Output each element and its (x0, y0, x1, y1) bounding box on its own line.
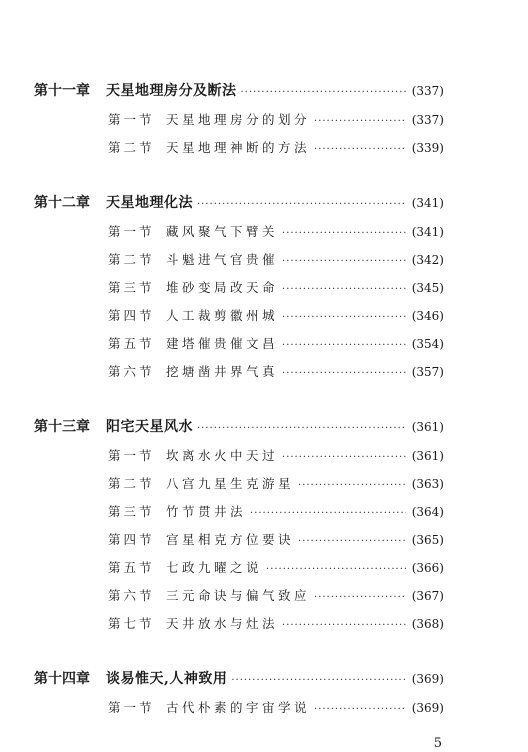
section-row (108, 138, 444, 156)
dot-leader (250, 508, 406, 519)
section-page: (357) (411, 365, 444, 379)
chapter-title: 天星地理房分及断法 (106, 83, 237, 99)
chapter-row (34, 668, 444, 688)
section-page: (346) (411, 309, 444, 323)
section-label: 第五节 (108, 336, 155, 351)
section-title: 竹节贯井法 (166, 504, 247, 519)
section-title: 斗魁进气官贵催 (166, 252, 279, 267)
section-row (108, 250, 444, 268)
section-label: 第二节 (108, 252, 155, 267)
chapter-page: (337) (411, 84, 444, 98)
section-row (108, 446, 444, 464)
section-row (108, 502, 444, 520)
dot-leader (314, 592, 406, 603)
section-page: (368) (411, 617, 444, 631)
section-row (108, 586, 444, 604)
dot-leader (231, 675, 406, 686)
section-row (108, 558, 444, 576)
section-row (108, 334, 444, 352)
dot-leader (197, 423, 406, 434)
section-label: 第一节 (108, 224, 155, 239)
chapter-title: 天星地理化法 (106, 195, 193, 211)
section-title: 坎离水火中天过 (166, 448, 279, 463)
section-label: 第七节 (108, 616, 155, 631)
section-title: 三元命诀与偏气致应 (166, 588, 311, 603)
section-title: 人工裁剪徽州城 (166, 308, 279, 323)
section-page: (367) (411, 589, 444, 603)
chapter-page: (361) (411, 420, 444, 434)
section-page: (342) (411, 253, 444, 267)
section-page: (341) (411, 225, 444, 239)
section-title: 建塔催贵催文昌 (166, 336, 279, 351)
dot-leader (241, 87, 407, 98)
section-row (108, 278, 444, 296)
section-title: 七政九曜之说 (166, 560, 263, 575)
section-row (108, 110, 444, 128)
dot-leader (282, 620, 406, 631)
section-label: 第四节 (108, 308, 155, 323)
dot-leader (282, 228, 406, 239)
section-label: 第五节 (108, 560, 155, 575)
section-row (108, 530, 444, 548)
section-title: 古代朴素的宇宙学说 (166, 700, 311, 715)
section-title: 藏风聚气下臂关 (166, 224, 279, 239)
chapter-row (34, 192, 444, 212)
section-title: 天星地理神断的方法 (166, 140, 311, 155)
section-page: (363) (411, 477, 444, 491)
chapter-title: 阳宅天星风水 (106, 419, 193, 435)
section-page: (366) (411, 561, 444, 575)
section-row (108, 614, 444, 632)
dot-leader (314, 704, 406, 715)
chapter-page: (369) (411, 672, 444, 686)
section-row (108, 474, 444, 492)
dot-leader (314, 144, 406, 155)
section-label: 第六节 (108, 588, 155, 603)
dot-leader (298, 536, 406, 547)
chapter-row (34, 416, 444, 436)
chapter-page: (341) (411, 196, 444, 210)
section-page: (365) (411, 533, 444, 547)
dot-leader (282, 452, 406, 463)
dot-leader (282, 340, 406, 351)
chapter-label: 第十一章 (34, 83, 90, 99)
chapter-label: 第十四章 (34, 671, 90, 687)
page-number: 5 (433, 736, 442, 751)
section-label: 第三节 (108, 280, 155, 295)
section-title: 天井放水与灶法 (166, 616, 279, 631)
section-label: 第二节 (108, 476, 155, 491)
section-title: 天星地理房分的划分 (166, 112, 311, 127)
dot-leader (298, 480, 406, 491)
chapter-title: 谈易惟天,人神致用 (106, 671, 228, 687)
dot-leader (282, 284, 406, 295)
section-page: (369) (411, 701, 444, 715)
section-row (108, 306, 444, 324)
section-title: 宫星相克方位要诀 (166, 532, 295, 547)
section-label: 第二节 (108, 140, 155, 155)
dot-leader (282, 368, 406, 379)
section-label: 第一节 (108, 448, 155, 463)
section-page: (339) (411, 141, 444, 155)
chapter-label: 第十三章 (34, 419, 90, 435)
section-row (108, 362, 444, 380)
section-label: 第六节 (108, 364, 155, 379)
section-page: (364) (411, 505, 444, 519)
section-label: 第一节 (108, 700, 155, 715)
section-page: (345) (411, 281, 444, 295)
section-title: 堆砂变局改天命 (166, 280, 279, 295)
chapter-row (34, 80, 444, 100)
dot-leader (197, 199, 406, 210)
section-row (108, 698, 444, 716)
section-page: (361) (411, 449, 444, 463)
section-label: 第三节 (108, 504, 155, 519)
section-row (108, 222, 444, 240)
dot-leader (282, 312, 406, 323)
dot-leader (266, 564, 406, 575)
dot-leader (314, 116, 406, 127)
section-label: 第四节 (108, 532, 155, 547)
section-label: 第一节 (108, 112, 155, 127)
section-title: 挖塘凿井界气真 (166, 364, 279, 379)
dot-leader (282, 256, 406, 267)
section-title: 八宫九星生克游星 (166, 476, 295, 491)
chapter-label: 第十二章 (34, 195, 90, 211)
section-page: (337) (411, 113, 444, 127)
section-page: (354) (411, 337, 444, 351)
